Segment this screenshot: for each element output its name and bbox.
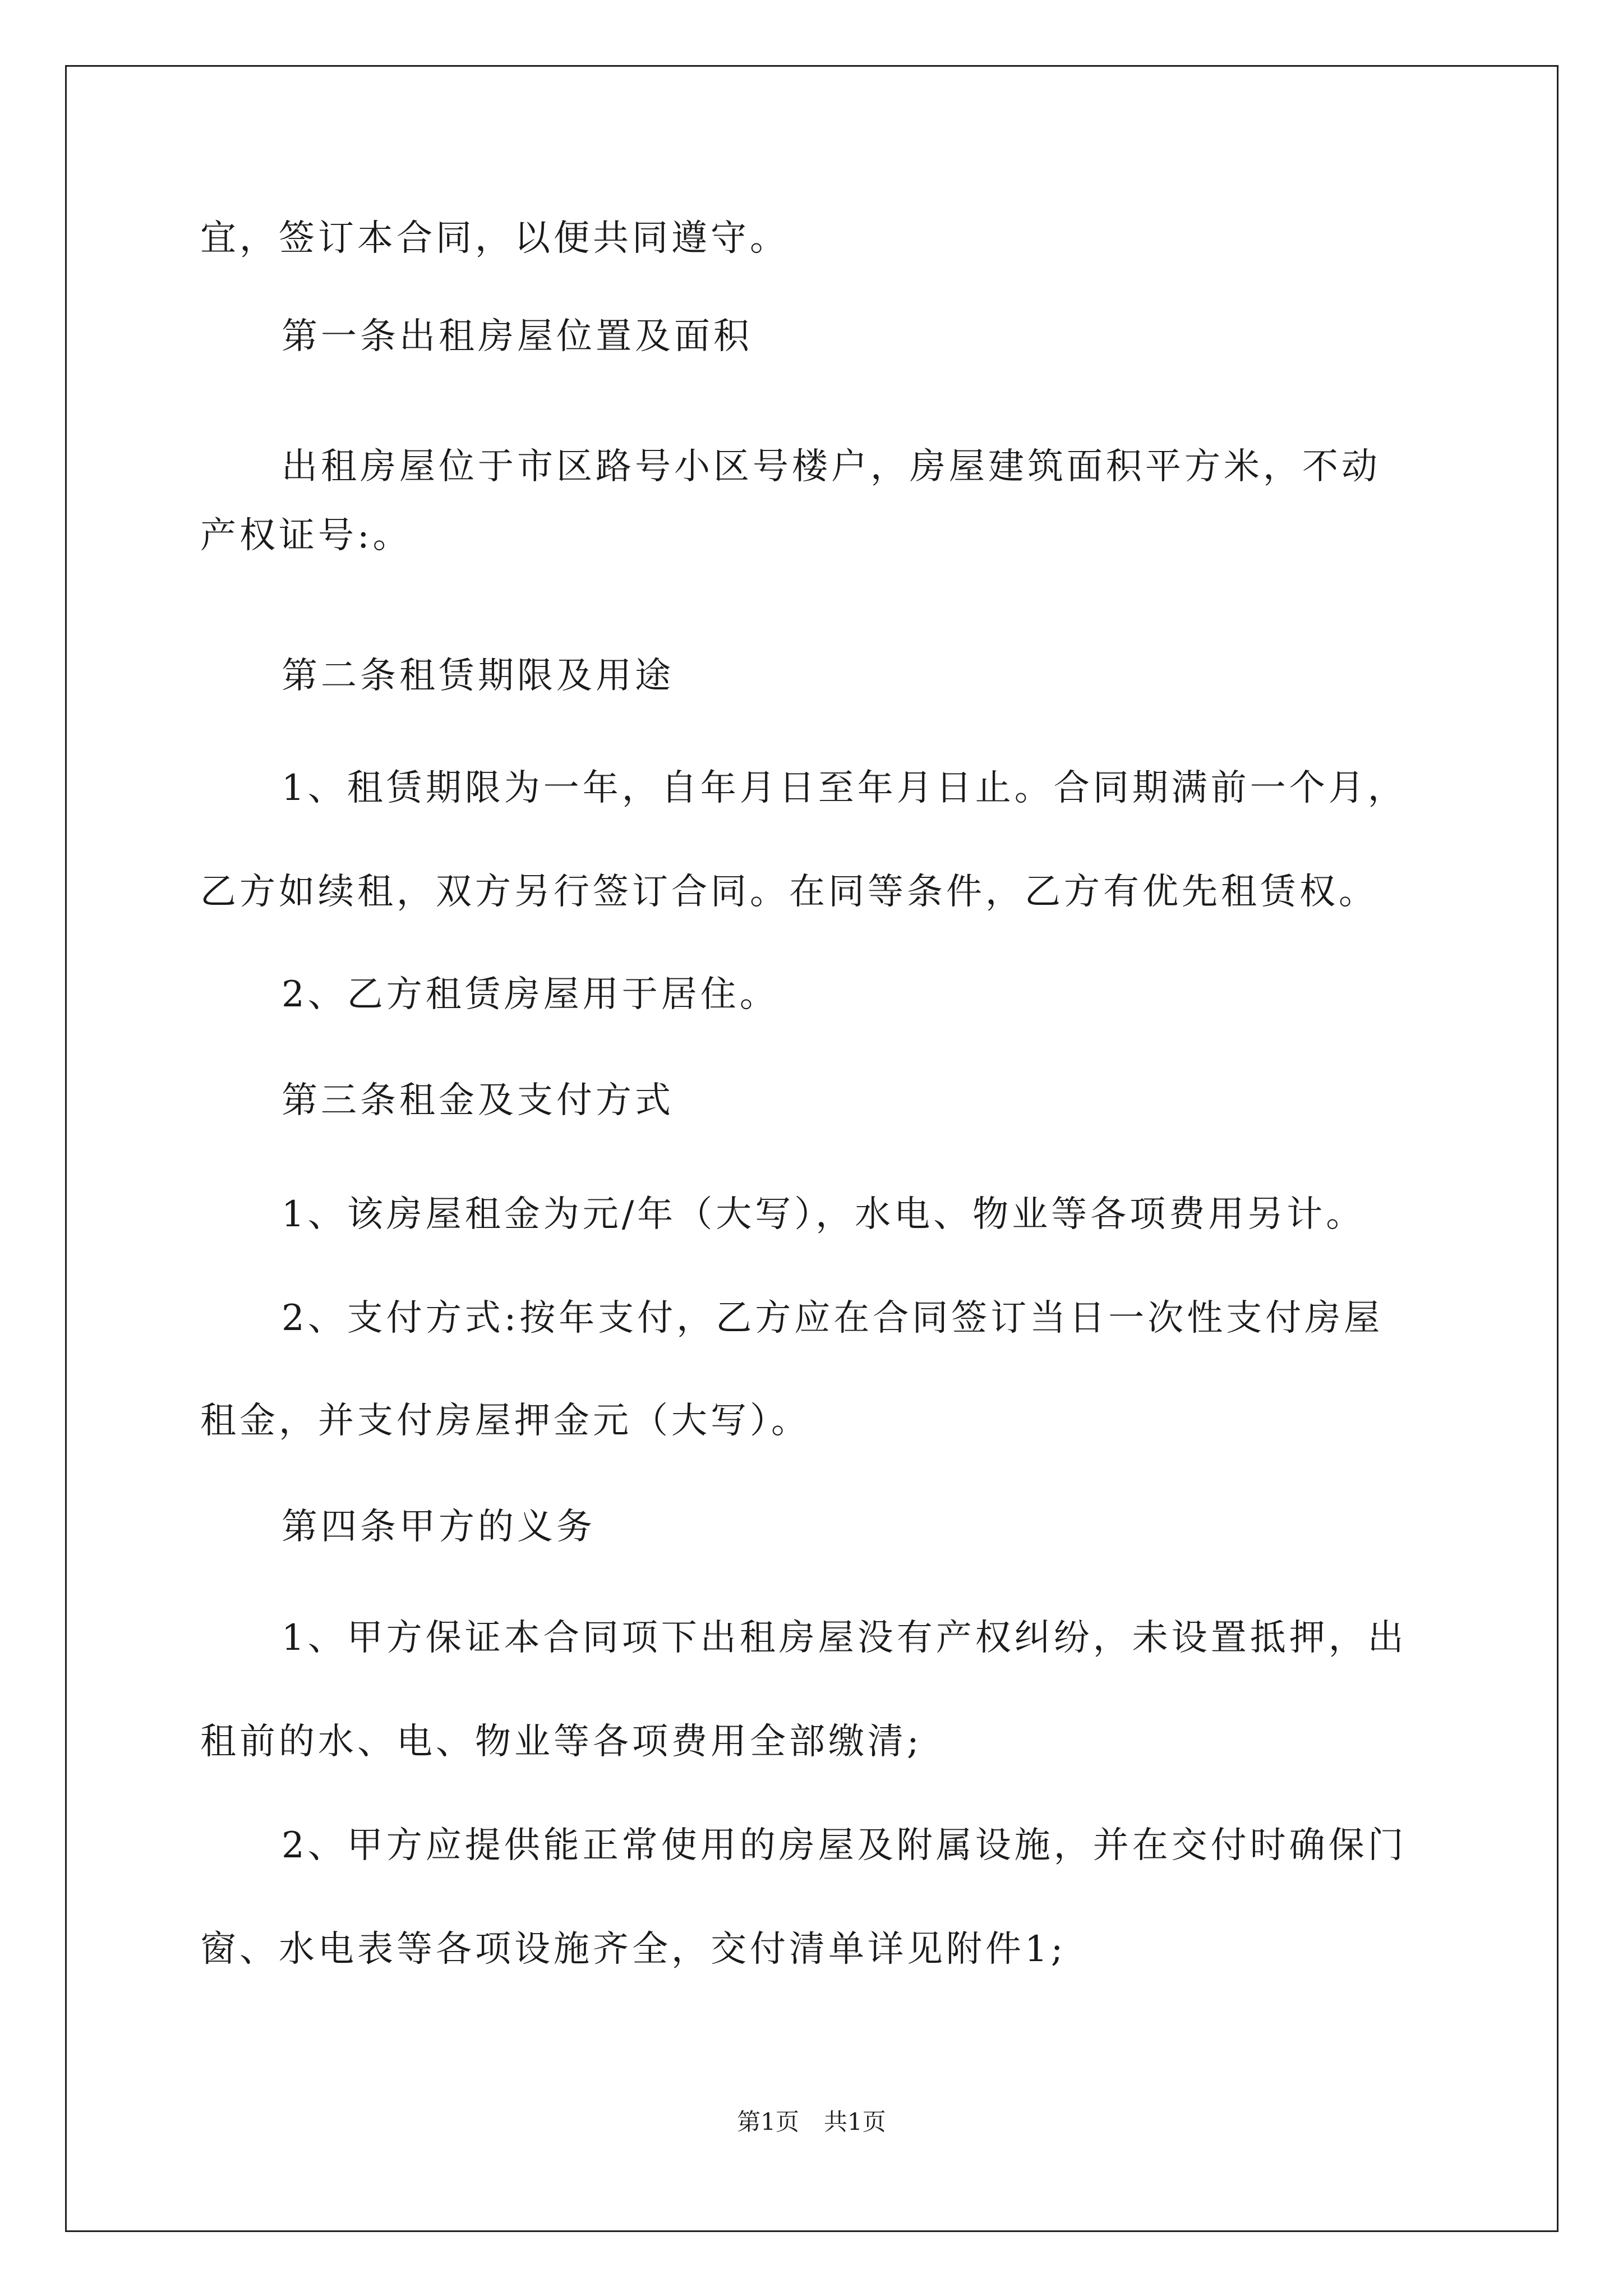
paragraph-line: 1、该房屋租金为元/年（大写），水电、物业等各项费用另计。 — [282, 1194, 1366, 1235]
paragraph-line: 租前的水、电、物业等各项费用全部缴清; — [200, 1721, 923, 1763]
section-heading: 第一条出租房屋位置及面积 — [282, 316, 753, 357]
paragraph-line: 2、甲方应提供能正常使用的房屋及附属设施，并在交付时确保门 — [282, 1825, 1407, 1866]
paragraph-line: 1、甲方保证本合同项下出租房屋没有产权纠纷，未设置抵押，出 — [282, 1617, 1407, 1659]
section-heading: 第二条租赁期限及用途 — [282, 655, 674, 697]
paragraph-line: 2、乙方租赁房屋用于居住。 — [282, 974, 779, 1015]
paragraph-line: 产权证号:。 — [200, 515, 412, 556]
paragraph-line: 出租房屋位于市区路号小区号楼户，房屋建筑面积平方米，不动 — [282, 446, 1381, 487]
paragraph-line: 窗、水电表等各项设施齐全，交付清单详见附件1; — [200, 1929, 1067, 1970]
paragraph-line: 宜，签订本合同，以便共同遵守。 — [200, 218, 789, 259]
page-number-current: 第1页 — [737, 2108, 799, 2136]
paragraph-line: 2、支付方式:按年支付，乙方应在合同签订当日一次性支付房屋 — [282, 1297, 1384, 1339]
page-footer — [0, 2106, 1623, 2138]
paragraph-line: 租金，并支付房屋押金元（大写）。 — [200, 1400, 810, 1442]
section-heading: 第三条租金及支付方式 — [282, 1080, 674, 1121]
page-number-total: 共1页 — [824, 2108, 886, 2136]
paragraph-line: 1、租赁期限为一年，自年月日至年月日止。合同期满前一个月， — [282, 767, 1407, 809]
page-border — [65, 65, 1559, 2232]
paragraph-line: 乙方如续租，双方另行签订合同。在同等条件，乙方有优先租赁权。 — [200, 871, 1378, 913]
section-heading: 第四条甲方的义务 — [282, 1506, 596, 1548]
